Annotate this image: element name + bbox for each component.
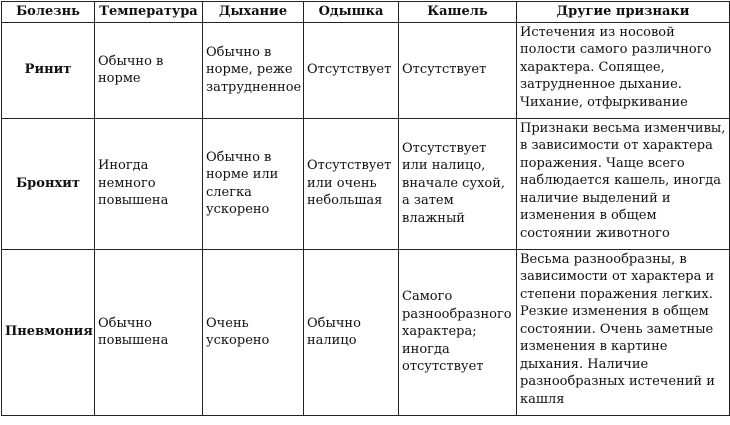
cell-cough: Отсутствует (399, 22, 517, 118)
cell-other-signs: Признаки весьма изменчивы, в зависимости от характера поражения. Чаще всего наблюдается кашель, иногда наличие выделений и изменения в общем состоянии животного (517, 118, 730, 249)
header-disease: Болезнь (2, 2, 95, 23)
cell-disease: Бронхит (2, 118, 95, 249)
cell-dyspnea: Отсутствует или очень небольшая (304, 118, 399, 249)
table-row (2, 22, 730, 118)
cell-temperature: Иногда немного повышена (95, 118, 203, 249)
cell-disease: Ринит (2, 22, 95, 118)
header-other-signs: Другие признаки (517, 2, 730, 23)
cell-cough: Отсутствует или налицо, вначале сухой, а затем влажный (399, 118, 517, 249)
header-cough: Кашель (399, 2, 517, 23)
header-row (2, 2, 730, 23)
cell-cough: Самого разнообразного характера; иногда отсутствует (399, 249, 517, 415)
cell-breathing: Обычно в норме или слегка ускорено (203, 118, 304, 249)
cell-other-signs: Весьма разнообразны, в зависимости от характера и степени поражения легких. Резкие изменения в общем состоянии. Очень заметные изменения в картине дыхания. Наличие разнообразных истечений и кашля (517, 249, 730, 415)
cell-other-signs: Истечения из носовой полости самого различного характера. Сопящее, затрудненное дыхание. Чихание, отфыркивание (517, 22, 730, 118)
cell-dyspnea: Отсутствует (304, 22, 399, 118)
header-breathing: Дыхание (203, 2, 304, 23)
disease-comparison-table (1, 1, 730, 416)
cell-disease: Пневмония (2, 249, 95, 415)
header-dyspnea: Одышка (304, 2, 399, 23)
header-temperature: Температура (95, 2, 203, 23)
cell-breathing: Очень ускорено (203, 249, 304, 415)
table-row (2, 118, 730, 249)
cell-breathing: Обычно в норме, реже затрудненное (203, 22, 304, 118)
cell-temperature: Обычно повышена (95, 249, 203, 415)
cell-temperature: Обычно в норме (95, 22, 203, 118)
cell-dyspnea: Обычно налицо (304, 249, 399, 415)
table-row (2, 249, 730, 415)
